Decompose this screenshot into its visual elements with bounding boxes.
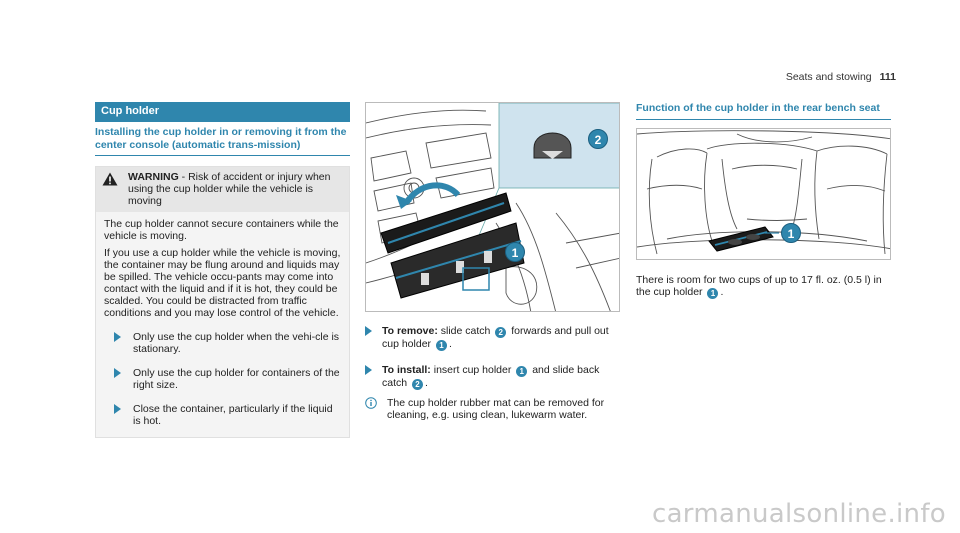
callout-1: 1 [707, 288, 718, 299]
warning-triangle-icon [102, 172, 118, 207]
bullet-item [114, 403, 341, 427]
install-step [365, 364, 620, 390]
step-text: and slide back catch [382, 364, 600, 389]
warning-description: - Risk of accident or injury when using the cup holder while the vehicle is moving [128, 171, 331, 207]
section-title-bar: Cup holder [95, 102, 350, 122]
bullet-arrow-icon [114, 404, 121, 414]
callout-2: 2 [412, 379, 423, 390]
figure-callout-1: 1 [505, 242, 525, 262]
watermark: carmanualsonline.info [651, 499, 946, 529]
capacity-text-body: There is room for two cups of up to 17 fl. oz. (0.5 l) in the cup holder [636, 273, 882, 298]
capacity-text-end: . [720, 285, 724, 298]
step-text: . [425, 377, 428, 389]
warning-paragraph: The cup holder cannot secure containers while the vehicle is moving. [104, 218, 339, 242]
bullet-arrow-icon [114, 368, 121, 378]
figure-callout-1: 1 [781, 223, 801, 243]
subsection-heading: Installing the cup holder in or removing it from the center console (automatic trans-mission) [95, 126, 350, 156]
info-icon [365, 397, 377, 409]
note [365, 397, 620, 421]
warning-text [128, 171, 343, 207]
rear-bench-illustration [636, 128, 891, 260]
note-text: The cup holder rubber mat can be removed for cleaning, e.g. using clean, lukewarm water. [387, 397, 605, 421]
warning-label: WARNING [128, 171, 179, 183]
bullet-text: Close the container, particularly if the liquid is hot. [133, 403, 333, 427]
step-arrow-icon [365, 326, 372, 336]
remove-label: To remove: [382, 325, 438, 337]
step-arrow-icon [365, 365, 372, 375]
left-column [95, 102, 350, 438]
step-text: insert cup holder [430, 364, 515, 376]
install-label: To install: [382, 364, 431, 376]
bullet-item [114, 367, 341, 391]
bullet-text: Only use the cup holder for containers of the right size. [133, 367, 340, 391]
right-column [636, 102, 891, 299]
step-text: . [448, 338, 452, 350]
middle-column [365, 102, 620, 421]
center-console-illustration [365, 102, 620, 312]
warning-paragraph: If you use a cup holder while the vehicle is moving, the container may be flung around and liquids may be spilled. The vehicle occu-pants may come into contact with the liquid and if it is hot, they could be scalded. You could be distracted from traffic conditions and you may lose control of the vehicle. [104, 247, 341, 319]
bullet-arrow-icon [114, 332, 121, 342]
rear-bench-drawing [637, 129, 891, 260]
warning-body [96, 212, 349, 437]
page-header [786, 71, 896, 83]
center-console-drawing [366, 103, 620, 312]
section-heading: Function of the cup holder in the rear bench seat [636, 102, 891, 120]
bullet-text: Only use the cup holder when the vehi-cle is stationary. [133, 331, 340, 355]
step-text: slide catch [437, 325, 494, 337]
step-text: forwards and pull out cup holder [382, 325, 609, 350]
callout-1: 1 [436, 340, 447, 351]
page-number: 111 [879, 71, 896, 83]
callout-1: 1 [516, 366, 527, 377]
callout-2: 2 [495, 327, 506, 338]
warning-box [95, 166, 350, 438]
instruction-steps [365, 325, 620, 421]
remove-step [365, 325, 620, 351]
capacity-text [636, 274, 891, 299]
warning-header [96, 167, 349, 212]
bullet-item [114, 331, 341, 355]
section-name: Seats and stowing [785, 71, 872, 83]
figure-callout-2: 2 [588, 129, 608, 149]
